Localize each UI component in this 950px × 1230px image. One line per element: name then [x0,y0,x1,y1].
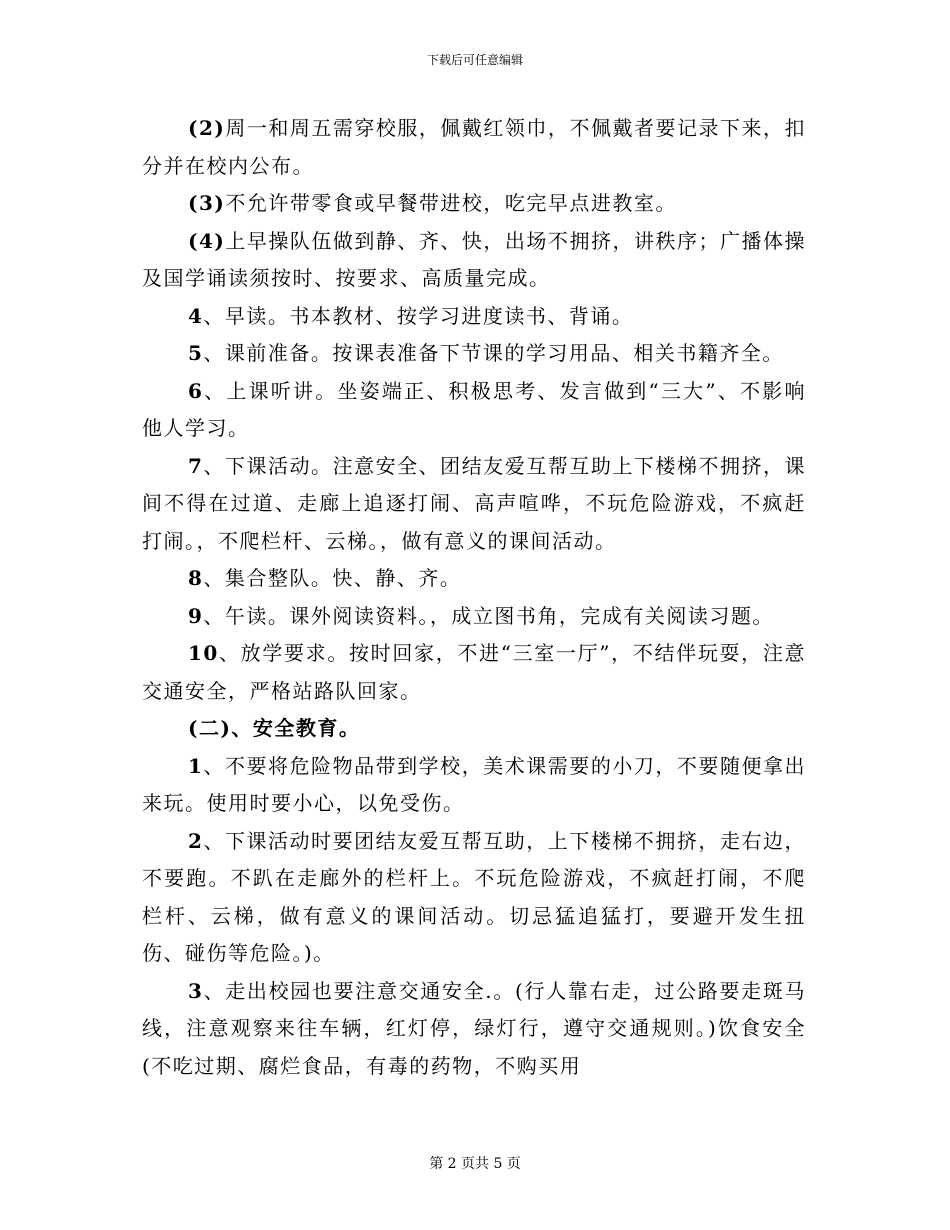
paragraph [142,973,806,1086]
section-heading [142,710,806,748]
paragraph-text: 、上课听讲。坐姿端正、积极思考、发言做到“三大”、不影响他人学习。 [142,378,806,440]
paragraph [142,373,806,448]
page-footer: 第 2 页共 5 页 [429,1156,521,1172]
paragraph [142,448,806,561]
item-number: (2) [188,116,226,140]
document-body [142,110,806,1085]
paragraph-text: 、放学要求。按时回家，不进“三室一厅”，不结伴玩耍，注意交通安全，严格站路队回家。 [142,641,806,703]
item-number: 3 [188,978,204,1003]
paragraph [142,635,806,710]
item-number: 5 [188,341,204,365]
item-number: 4 [188,303,204,328]
paragraph [142,560,806,598]
paragraph [142,598,806,636]
paragraph-text: 、下课活动时要团结友爱互帮互助，上下楼梯不拥挤，走右边，不要跑。不趴在走廊外的栏杆上。不玩危险游戏，不疯赶打闹，不爬栏杆、云梯，做有意义的课间活动。切忌猛追猛打，要避开发生扭伤、碰伤等危险。)。 [142,828,806,965]
paragraph-text: 、早读。书本教材、按学习进度读书、背诵。 [203,303,634,328]
item-number: 9 [188,603,204,628]
item-number: 10 [188,641,219,665]
item-number: 7 [188,453,204,478]
paragraph-text: 、走出校园也要注意交通安全.。(行人靠右走，过公路要走斑马线，注意观察来往车辆，红灯停，绿灯行，遵守交通规则。)饮食安全(不吃过期、腐烂食品，有毒的药物，不购买用 [142,978,806,1078]
item-number: (3) [188,191,226,215]
paragraph [142,298,806,336]
paragraph [142,223,806,298]
paragraph [142,748,806,823]
page-header: 下载后可任意编辑 [426,53,523,67]
paragraph [142,185,806,223]
paragraph-text: 周一和周五需穿校服，佩戴红领巾，不佩戴者要记录下来，扣分并在校内公布。 [142,116,806,178]
paragraph-text: 不允许带零食或早餐带进校，吃完早点进教室。 [225,191,677,215]
paragraph-text: 、集合整队。快、静、齐。 [203,566,462,590]
paragraph [142,110,806,185]
item-number: 1 [188,753,204,778]
item-number: 6 [188,378,204,403]
paragraph [142,823,806,973]
paragraph-text: 、下课活动。注意安全、团结友爱互帮互助上下楼梯不拥挤，课间不得在过道、走廊上追逐打闹、高声喧哗，不玩危险游戏，不疯赶打闹。，不爬栏杆、云梯。，做有意义的课间活动。 [142,453,806,553]
section-heading-text: (二)、安全教育。 [188,716,361,740]
paragraph-text: 、课前准备。按课表准备下节课的学习用品、相关书籍齐全。 [203,341,784,365]
paragraph-text: 、午读。课外阅读资料。，成立图书角，完成有关阅读习题。 [203,603,774,628]
paragraph-text: 上早操队伍做到静、齐、快，出场不拥挤，讲秩序；广播体操及国学诵读须按时、按要求、高质量完成。 [142,228,806,290]
item-number: 8 [188,566,204,590]
paragraph-text: 、不要将危险物品带到学校，美术课需要的小刀，不要随便拿出来玩。使用时要小心，以免受伤。 [142,753,806,815]
item-number: (4) [188,228,226,253]
paragraph [142,335,806,373]
item-number: 2 [188,828,204,853]
